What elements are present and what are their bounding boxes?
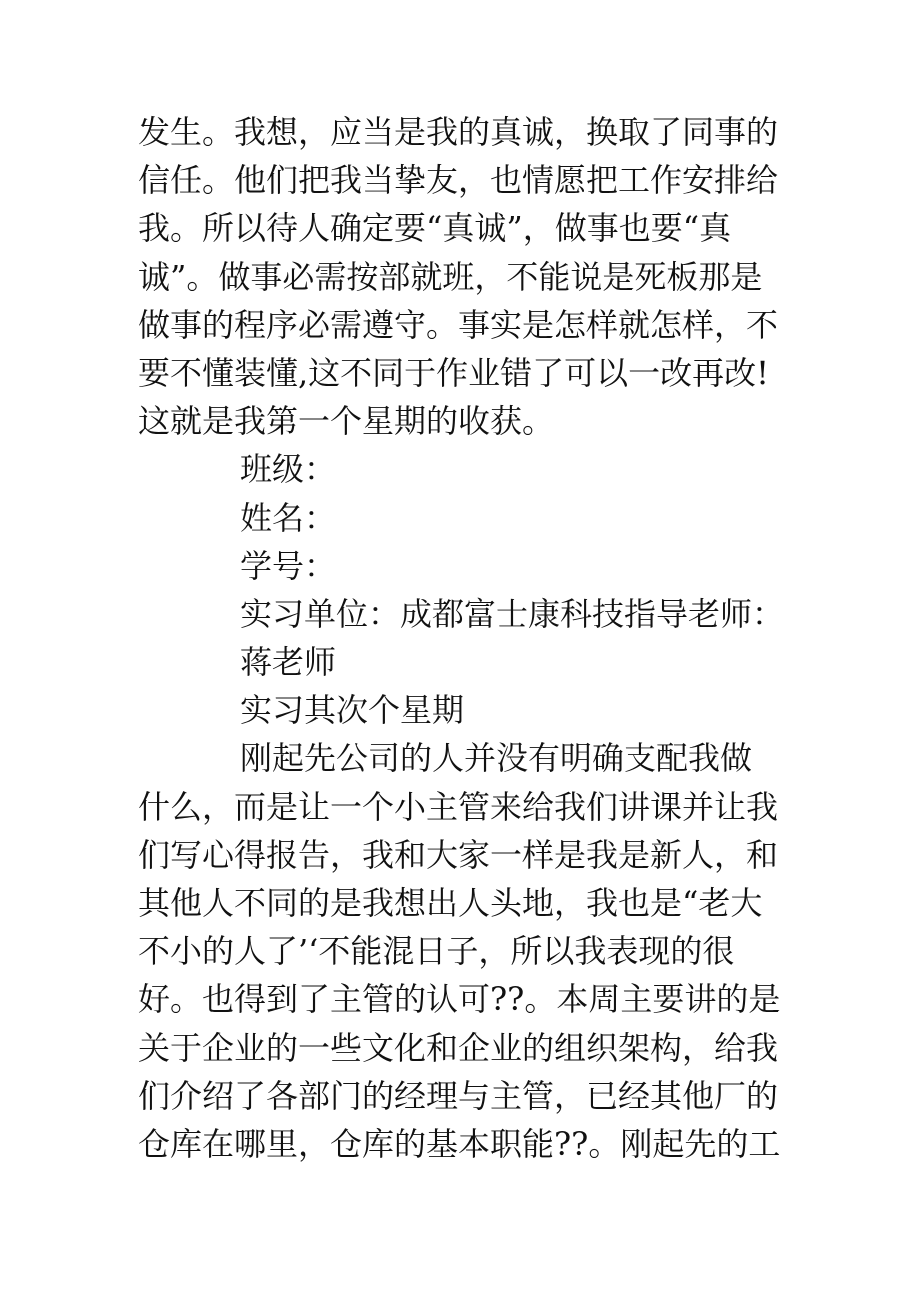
text-line: 诚”。做事必需按部就班，不能说是死板那是	[138, 257, 763, 296]
text-line: 不小的人了’‘不能混日子，所以我表现的很	[138, 932, 735, 971]
text-line: 信任。他们把我当挚友，也情愿把工作安排给	[138, 161, 779, 200]
section-heading: 实习其次个星期	[240, 691, 465, 730]
text-line: 什么，而是让一个小主管来给我们讲课并让我	[138, 787, 779, 826]
text-line: 仓库在哪里，仓库的基本职能??。刚起先的工	[138, 1124, 781, 1163]
text-line: 我。所以待人确定要“真诚”，做事也要“真	[138, 209, 732, 248]
text-line: 要不懂装懂,这不同于作业错了可以一改再改!	[138, 353, 770, 392]
student-id-field-label: 学号：	[240, 546, 337, 585]
text-line: 其他人不同的是我想出人头地，我也是“老大	[138, 884, 763, 922]
text-line: 这就是我第一个星期的收获。	[138, 402, 555, 441]
text-line: 们写心得报告，我和大家一样是我是新人，和	[138, 835, 779, 874]
text-line: 发生。我想，应当是我的真诚，换取了同事的	[138, 113, 779, 151]
text-line: 好。也得到了主管的认可??。本周主要讲的是	[138, 980, 781, 1019]
text-line: 做事的程序必需遵守。事实是怎样就怎样，不	[138, 305, 779, 344]
internship-unit-line: 实习单位：成都富士康科技指导老师：	[240, 594, 785, 633]
name-field-label: 姓名：	[240, 498, 337, 537]
text-line: 刚起先公司的人并没有明确支配我做	[240, 739, 753, 778]
class-field-label: 班级：	[240, 450, 337, 489]
text-line: 们介绍了各部门的经理与主管，已经其他厂的	[138, 1076, 779, 1115]
supervisor-name: 蒋老师	[240, 643, 337, 682]
document-body-text	[138, 108, 788, 1168]
text-line: 关于企业的一些文化和企业的组织架构，给我	[138, 1028, 779, 1067]
